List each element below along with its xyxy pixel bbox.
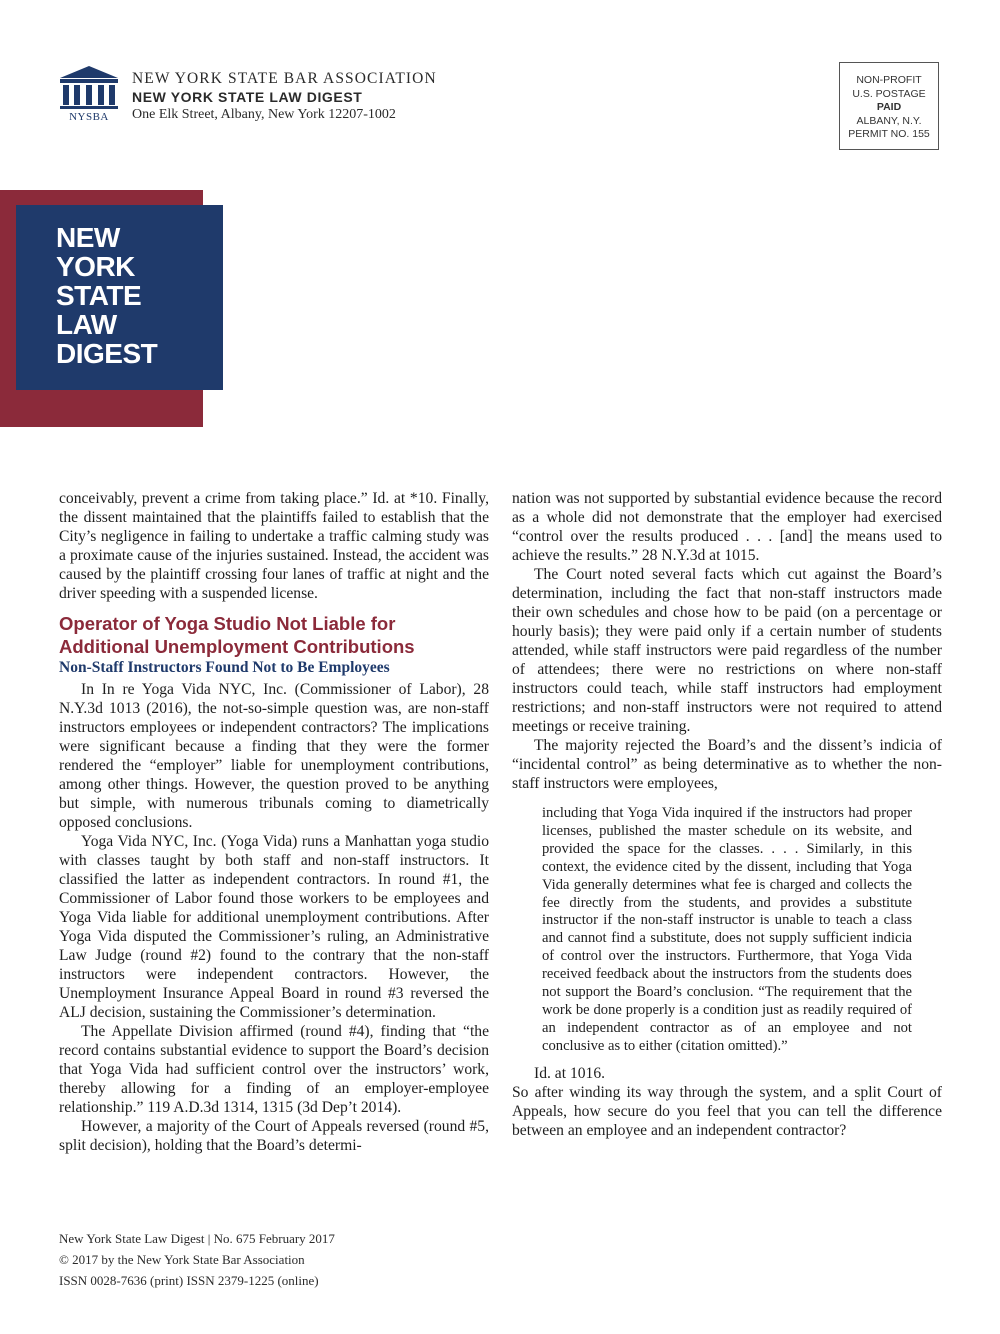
section-title: Operator of Yoga Studio Not Liable for Additional Unemployment Contributions xyxy=(59,613,415,657)
paragraph: The Appellate Division affirmed (round #4), finding that “the record contains substantial evidence to support the Board’s decision that Yoga Vida had sufficient control over the instructors’ work, thereby allowing for a finding of an employer-employee relationship.” 119 A.D.3d 1314, 1315 (3d Dep’t 2014). xyxy=(59,1023,489,1116)
postage-line: U.S. POSTAGE xyxy=(852,87,926,100)
section-subtitle: Non-Staff Instructors Found Not to Be Employees xyxy=(59,659,390,676)
citation: Id. at 1016. xyxy=(534,1064,606,1082)
paragraph: In In re Yoga Vida NYC, Inc. (Commissioner of Labor), 28 N.Y.3d 1013 (2016), the not-so-simple question was, are non-staff instructors employees or independent contractors? The implications were significant because a finding that they were the former rendered the “employer” liable for unemployment contributions, among other things. However, the question proved to be anything but simple, with numerous tribunals coming to diametrically opposed conclusions. xyxy=(59,681,489,831)
paragraph: The majority rejected the Board’s and the dissent’s indicia of “incidental control” as being determinative as to whether the non-staff instructors were employees, xyxy=(512,737,942,792)
postage-line: NON-PROFIT xyxy=(856,74,922,86)
paragraph: nation was not supported by substantial evidence because the record as a whole did not demonstrate that the employer had exercised “control over the results produced . . . [and] the means used to achieve the results.” 28 N.Y.3d at 1015. xyxy=(512,490,942,564)
left-column xyxy=(59,489,489,1155)
nysba-logo xyxy=(58,64,120,122)
title-line: DIGEST xyxy=(56,338,158,369)
right-column xyxy=(512,489,942,1140)
footer-issue: New York State Law Digest | No. 675 February 2017 xyxy=(59,1231,335,1246)
organization-name: NEW YORK STATE BAR ASSOCIATION xyxy=(132,70,437,87)
footer-copyright: © 2017 by the New York State Bar Association xyxy=(59,1252,305,1267)
organization-address: One Elk Street, Albany, New York 12207-1002 xyxy=(132,107,396,122)
title-line: NEW xyxy=(56,222,120,253)
postage-indicia xyxy=(839,62,939,150)
paragraph: The Court noted several facts which cut against the Board’s determination, including the fact that non-staff instructors made their own schedules and chose how to be paid (on a percentage or hourly basis); they were paid only if a certain number of students attended, while staff instructors were paid regardless of the number of attendees; there were no restrictions on where non-staff instructors could teach, while staff instructors had employment restrictions; and non-staff instructors were not required to attend meetings or receive training. xyxy=(512,566,942,735)
title-line: LAW xyxy=(56,309,117,340)
paragraph: So after winding its way through the system, and a split Court of Appeals, how secure do you feel that you can tell the difference between an employee and an independent contractor? xyxy=(512,1083,942,1139)
block-quote: including that Yoga Vida inquired if the instructors had proper licenses, published the master schedule on its website, and provided the space for the classes. . . . Similarly, in this context, the evidence cited by the dissent, including that Yoga Vida generally determines what fee is charged and collects the fee directly from the students, and provides a substitute instructor if the non-staff instructor is unable to teach a class and cannot find a substitute, does not supply sufficient indicia of control over the instructors. Furthermore, that Yoga Vida received feedback about the instructors from the students does not support the Board’s conclusion. “The requirement that the work be done properly is a condition just as readily required of an independent contractor as of an employee and not conclusive as to either (citation omitted).” xyxy=(542,805,912,1054)
title-line: STATE xyxy=(56,280,142,311)
paragraph: However, a majority of the Court of Appeals reversed (round #5, split decision), holding that the Board’s determi- xyxy=(59,1118,489,1154)
postage-permit: PERMIT NO. 155 xyxy=(848,128,930,140)
title-line: YORK xyxy=(56,251,135,282)
building-columns-icon xyxy=(58,64,120,122)
paragraph: conceivably, prevent a crime from taking place.” Id. at *10. Finally, the dissent maintained that the plaintiffs failed to establish that the City’s negligence in failing to undertake a traffic calming study was a proximate cause of the injuries sustained. Instead, the accident was caused by the plaintiff crossing four lanes of traffic at night and the driver speeding with a suspended license. xyxy=(59,490,489,602)
publication-name: NEW YORK STATE LAW DIGEST xyxy=(132,89,363,105)
postage-paid: PAID xyxy=(876,101,902,113)
footer-issn: ISSN 0028-7636 (print) ISSN 2379-1225 (online) xyxy=(59,1273,319,1288)
title-block xyxy=(16,205,223,390)
paragraph: Yoga Vida NYC, Inc. (Yoga Vida) runs a Manhattan yoga studio with classes taught by both staff and non-staff instructors. It classified the latter as independent contractors. In round #1, the Commissioner of Labor found those workers to be employees and Yoga Vida liable for additional unemployment contributions. After Yoga Vida disputed the Commissioner’s ruling, an Administrative Law Judge (round #2) found to the contrary that the non-staff instructors were independent contractors. However, the Unemployment Insurance Appeal Board in round #3 reversed the ALJ decision, sustaining the Commissioner’s determination. xyxy=(59,833,489,1021)
postage-line: ALBANY, N.Y. xyxy=(856,114,922,127)
svg-text:NYSBA: NYSBA xyxy=(69,111,109,122)
